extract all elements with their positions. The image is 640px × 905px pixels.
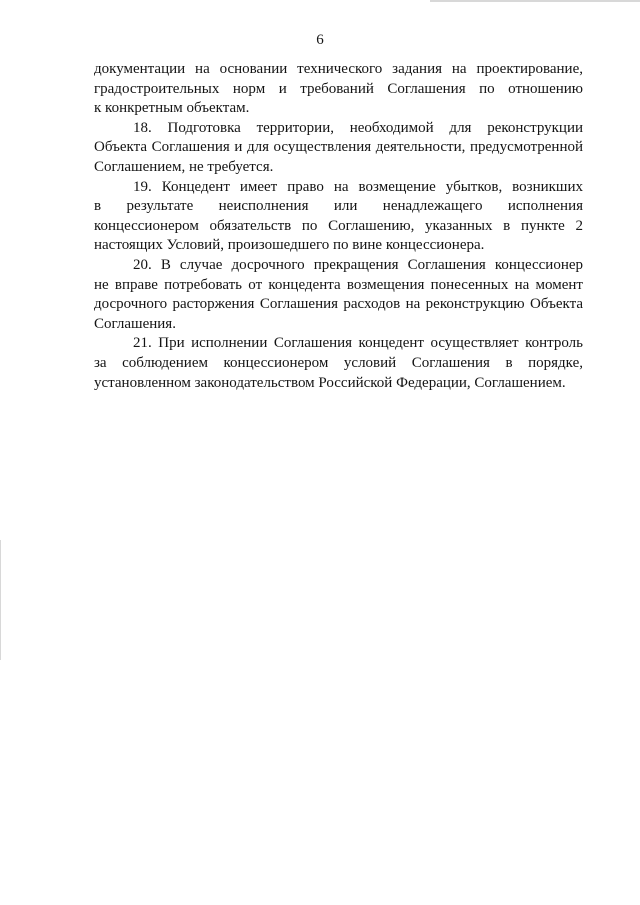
text-line: концессионером обязательств по Соглашению, указанных в пункте 2 xyxy=(94,217,583,234)
text-line: к конкретным объектам. xyxy=(94,100,250,117)
text-line: Объекта Соглашения и для осуществления деятельности, предусмотренной xyxy=(94,139,583,156)
paragraph-20-first-line: 20. В случае досрочного прекращения Соглашения концессионер xyxy=(133,256,583,273)
document-body xyxy=(94,60,583,393)
text-line: Соглашения. xyxy=(94,315,176,332)
paragraph-19-first-line: 19. Концедент имеет право на возмещение убытков, возникших xyxy=(133,178,583,195)
paragraph-18-first-line: 18. Подготовка территории, необходимой для реконструкции xyxy=(133,119,583,136)
text-line: установленном законодательством Российской Федерации, Соглашением. xyxy=(94,374,566,391)
text-line: настоящих Условий, произошедшего по вине концессионера. xyxy=(94,237,485,254)
text-line: в результате неисполнения или ненадлежащего исполнения xyxy=(94,198,583,215)
text-line: Соглашением, не требуется. xyxy=(94,158,274,175)
page-number: 6 xyxy=(316,32,324,48)
text-line: за соблюдением концессионером условий Соглашения в порядке, xyxy=(94,354,583,371)
scan-artifact-left xyxy=(0,540,1,660)
text-line: документации на основании технического задания на проектирование, xyxy=(94,61,583,77)
text-line: градостроительных норм и требований Соглашения по отношению xyxy=(94,80,583,97)
text-line: досрочного расторжения Соглашения расходов на реконструкцию Объекта xyxy=(94,296,583,313)
scan-artifact-top xyxy=(430,0,640,2)
text-line: не вправе потребовать от концедента возмещения понесенных на момент xyxy=(94,276,583,293)
paragraph-21-first-line: 21. При исполнении Соглашения концедент осуществляет контроль xyxy=(133,335,583,352)
